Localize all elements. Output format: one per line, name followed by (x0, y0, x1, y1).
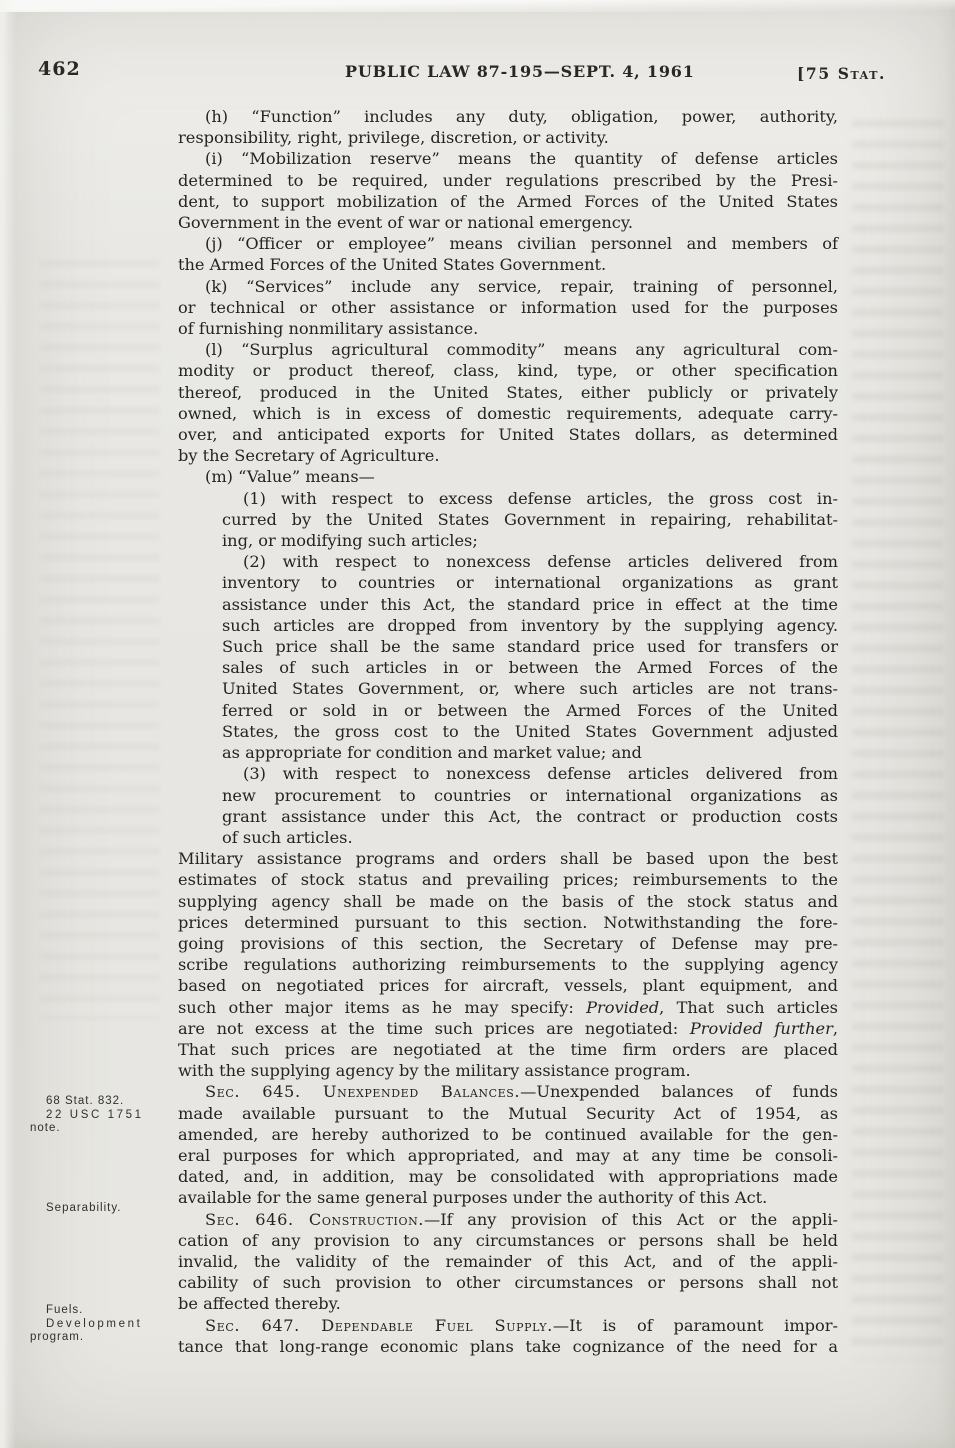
text-line (178, 997, 838, 1018)
text-line (178, 1018, 838, 1039)
text-line (178, 912, 838, 933)
text-line (178, 1124, 838, 1145)
text-run: scribe regulations authorizing reimbursements to the supplying agency (178, 955, 838, 975)
text-run: —Unexpended balances of funds (520, 1082, 838, 1102)
text-line (178, 191, 838, 212)
text-run: supplying agency shall be made on the basis of the stock status and (178, 891, 838, 911)
text-line (222, 636, 838, 657)
text-line (178, 445, 838, 466)
text-run: inventory to countries or international organizations as grant (222, 573, 838, 593)
text-line (178, 1230, 838, 1251)
text-line (178, 1145, 838, 1166)
text-run: cability of such provision to other circumstances or persons shall not (178, 1273, 838, 1293)
text-run: or technical or other assistance or information used for the purposes (178, 297, 838, 317)
paragraph (178, 276, 838, 340)
text-run: (2) with respect to nonexcess defense articles delivered from (243, 552, 838, 572)
text-run: United States Government, or, where such articles are not trans- (222, 679, 838, 699)
text-line (178, 954, 838, 975)
text-line (222, 615, 838, 636)
text-line (178, 1336, 838, 1357)
paragraph (178, 339, 838, 466)
text-line (222, 806, 838, 827)
text-line (222, 827, 838, 848)
text-run: dent, to support mobilization of the Armed Forces of the United States (178, 191, 838, 211)
text-run: going provisions of this section, the Secretary of Defense may pre- (178, 933, 838, 953)
small-caps-run: Sec. 646. Construction. (205, 1209, 425, 1229)
text-line (222, 742, 838, 763)
text-run: (i) “Mobilization reserve” means the quantity of defense articles (205, 149, 838, 169)
text-line (178, 106, 838, 127)
text-run: (h) “Function” includes any duty, obligation, power, authority, (205, 107, 838, 126)
text-run: by the Secretary of Agriculture. (178, 446, 440, 466)
text-line (222, 572, 838, 593)
margin-note-line: Separability. (46, 1202, 122, 1214)
text-run: made available pursuant to the Mutual Security Act of 1954, as (178, 1103, 838, 1123)
text-line (178, 975, 838, 996)
text-run: That such prices are negotiated at the time firm orders are placed (178, 1039, 838, 1059)
text-run: determined to be required, under regulations prescribed by the Presi- (178, 170, 838, 190)
text-line (178, 1315, 838, 1336)
paper-bleedthrough-right (852, 120, 944, 1360)
text-line (222, 530, 838, 551)
text-run: assistance under this Act, the standard price in effect at the time (222, 594, 838, 614)
text-line (178, 869, 838, 890)
small-caps-run: Sec. 645. Unexpended Balances. (205, 1082, 521, 1102)
text-line (178, 276, 838, 297)
text-run: Government in the event of war or national emergency. (178, 213, 633, 233)
text-run: invalid, the validity of the remainder of this Act, and of the appli- (178, 1251, 838, 1271)
text-run: the Armed Forces of the United States Government. (178, 255, 607, 275)
text-run: of such articles. (222, 827, 353, 847)
text-run: estimates of stock status and prevailing prices; reimbursements to the (178, 870, 838, 890)
text-line (178, 424, 838, 445)
text-line (178, 1272, 838, 1293)
text-run: such other major items as he may specify: (178, 997, 587, 1017)
text-run: tance that long-range economic plans take cognizance of the need for a (178, 1336, 838, 1356)
text-line (178, 466, 838, 487)
text-line (178, 339, 838, 360)
text-run: (l) “Surplus agricultural commodity” means any agricultural com- (205, 340, 838, 360)
paragraph (178, 1315, 838, 1357)
text-line (178, 1209, 838, 1230)
text-run: such articles are dropped from inventory by the supplying agency. (222, 615, 838, 635)
text-run: —If any provision of this Act or the appli- (424, 1209, 838, 1229)
text-run: new procurement to countries or international organizations as (222, 785, 838, 805)
paragraph (178, 233, 838, 275)
text-line (178, 848, 838, 869)
paragraph (178, 488, 838, 552)
text-line (178, 1293, 838, 1314)
text-run: based on negotiated prices for aircraft, vessels, plant equipment, and (178, 976, 838, 996)
text-run: States, the gross cost to the United States Government adjusted (222, 721, 838, 741)
margin-note (30, 1304, 176, 1345)
text-line (178, 1103, 838, 1124)
text-run: , That such articles (659, 997, 838, 1017)
page-number: 462 (38, 58, 81, 80)
margin-note (30, 1202, 176, 1216)
text-line (178, 127, 838, 148)
body-text (178, 106, 838, 1357)
italic-run: Provided (586, 997, 660, 1017)
running-head-title: PUBLIC LAW 87-195—SEPT. 4, 1961 (345, 62, 695, 81)
text-run: (3) with respect to nonexcess defense articles delivered from (243, 764, 838, 784)
text-run: with the supplying agency by the military assistance program. (178, 1061, 691, 1081)
text-line (222, 488, 838, 509)
text-line (222, 785, 838, 806)
text-line (178, 382, 838, 403)
text-line (178, 1060, 838, 1081)
paragraph (178, 148, 838, 233)
text-line (178, 1039, 838, 1060)
paragraph (178, 551, 838, 763)
text-line (178, 1081, 838, 1102)
text-line (178, 297, 838, 318)
text-line (178, 1187, 838, 1208)
text-run: cation of any provision to any circumstances or persons shall be held (178, 1230, 838, 1250)
text-run: (j) “Officer or employee” means civilian personnel and members of (205, 234, 838, 254)
text-run: ing, or modifying such articles; (222, 531, 478, 551)
text-line (178, 254, 838, 275)
text-line (222, 721, 838, 742)
text-run: (k) “Services” include any service, repair, training of personnel, (205, 276, 838, 296)
margin-note-line: program. (30, 1331, 85, 1343)
text-run: responsibility, right, privilege, discretion, or activity. (178, 128, 609, 148)
italic-run: Provided further (689, 1018, 833, 1038)
text-run: grant assistance under this Act, the contract or production costs (222, 806, 838, 826)
text-line (222, 509, 838, 530)
paragraph (178, 466, 838, 487)
text-run: amended, are hereby authorized to be continued available for the gen- (178, 1124, 838, 1144)
text-line (222, 678, 838, 699)
text-line (178, 1166, 838, 1187)
text-line (178, 1251, 838, 1272)
text-line (178, 318, 838, 339)
text-run: Military assistance programs and orders shall be based upon the best (178, 849, 838, 869)
margin-notes (0, 0, 176, 1448)
small-caps-run: Sec. 647. Dependable Fuel Supply. (205, 1315, 553, 1335)
text-run: thereof, produced in the United States, either publicly or privately (178, 382, 838, 402)
text-line (222, 594, 838, 615)
margin-note-line: Development (46, 1317, 143, 1330)
text-line (222, 700, 838, 721)
text-line (222, 763, 838, 784)
text-run: prices determined pursuant to this section. Notwithstanding the fore- (178, 912, 838, 932)
text-line (178, 233, 838, 254)
paragraph (178, 106, 838, 148)
text-run: over, and anticipated exports for United States dollars, as determined (178, 425, 838, 445)
margin-note-line: note. (30, 1122, 61, 1134)
margin-note-line: 68 Stat. 832. (46, 1095, 125, 1107)
text-line (222, 551, 838, 572)
text-line (178, 212, 838, 233)
text-run: eral purposes for which appropriated, and may at any time be consoli- (178, 1145, 838, 1165)
text-line (178, 360, 838, 381)
text-run: available for the same general purposes under the authority of this Act. (178, 1188, 768, 1208)
text-line (178, 148, 838, 169)
text-run: —It is of paramount impor- (552, 1315, 839, 1335)
text-line (178, 170, 838, 191)
margin-note-line: Fuels. (46, 1304, 84, 1316)
text-line (178, 891, 838, 912)
paragraph (178, 848, 838, 1081)
text-run: are not excess at the time such prices are negotiated: (178, 1018, 690, 1038)
text-run: Such price shall be the same standard price used for transfers or (222, 637, 838, 657)
text-run: modity or product thereof, class, kind, type, or other specification (178, 361, 838, 381)
text-run: sales of such articles in or between the Armed Forces of the (222, 658, 838, 678)
statute-volume-ref: [75 Stat. (797, 64, 886, 83)
text-run: owned, which is in excess of domestic requirements, adequate carry- (178, 403, 838, 423)
text-run: ferred or sold in or between the Armed Forces of the United (222, 700, 838, 720)
text-run: (m) “Value” means— (205, 467, 375, 487)
text-run: be affected thereby. (178, 1294, 341, 1314)
margin-note (30, 1095, 176, 1136)
paragraph (178, 763, 838, 848)
text-run: (1) with respect to excess defense articles, the gross cost in- (243, 488, 838, 508)
paragraph (178, 1209, 838, 1315)
text-run: as appropriate for condition and market value; and (222, 743, 642, 763)
text-line (178, 403, 838, 424)
text-line (222, 657, 838, 678)
margin-note-line: 22 USC 1751 (46, 1108, 144, 1121)
text-run: , (832, 1018, 838, 1038)
paragraph (178, 1081, 838, 1208)
text-run: dated, and, in addition, may be consolidated with appropriations made (178, 1167, 838, 1187)
text-run: of furnishing nonmilitary assistance. (178, 319, 479, 339)
text-line (178, 933, 838, 954)
text-run: curred by the United States Government in repairing, rehabilitat- (222, 509, 838, 529)
